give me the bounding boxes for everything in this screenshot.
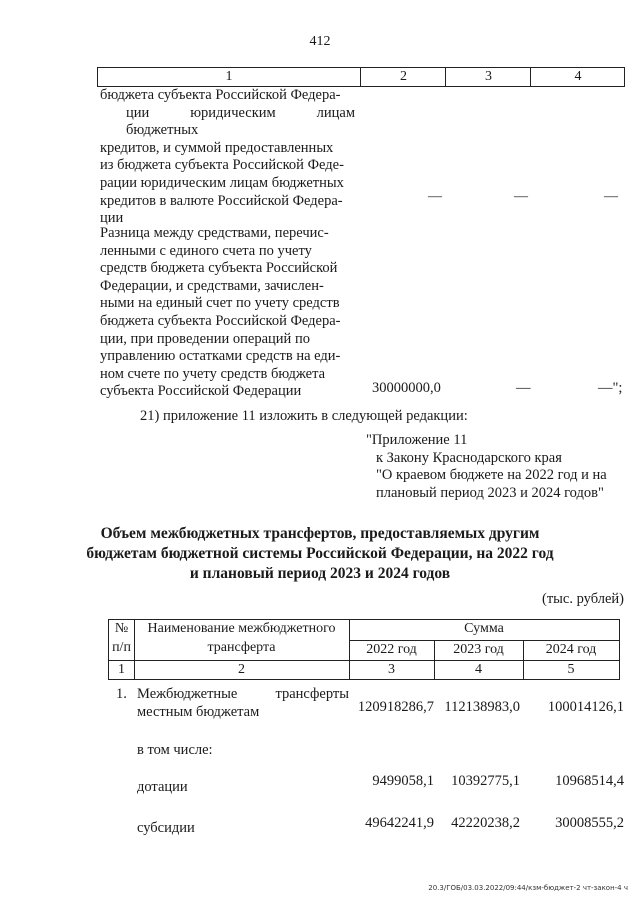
col-number-label: № [114,621,129,636]
value-2023: 112138983,0 [444,699,520,715]
header-col-2: 2 [360,68,446,86]
text-line: бюджета субъекта Российской Федера- [100,312,341,329]
header-col-3: 3 [445,68,531,86]
appendix-line: плановый период 2023 и 2024 годов" [376,484,604,501]
value-2022: 49642241,9 [365,815,434,831]
text-line: субъекта Российской Федерации [100,383,302,400]
title-line: и плановый период 2023 и 2024 годов [189,565,451,582]
col-index: 5 [567,662,575,677]
text-line: Федерации, и средствами, зачислен- [100,277,324,294]
unit-label: (тыс. рублей) [542,591,624,607]
col-index: 2 [238,662,245,677]
text-line: управлению остатками средств на еди- [100,348,341,365]
header-col-1: 1 [225,69,233,84]
dash-value: — [428,189,442,204]
row-name: в том числе: [137,742,213,758]
row-name: Межбюджетные трансферты [137,686,349,702]
title-line: Объем межбюджетных трансфертов, предоставляемых другим [100,525,540,542]
value-2024: 30008555,2 [555,815,624,831]
text-line: ции [100,210,124,227]
text-line: средств бюджета субъекта Российской [100,260,338,277]
amount-value: 30000000,0 [372,380,441,396]
col-sum-label: Сумма [464,621,504,636]
text-line: кредитов, и суммой предоставленных [100,139,334,156]
col-index: 4 [475,662,482,677]
dash-value: — [514,189,528,204]
text-line: рации юридическим лицам бюджетных [100,174,344,191]
dash-value: —"; [598,380,623,396]
continued-table-header [97,67,625,87]
value-2023: 42220238,2 [451,815,520,831]
text-line: ном счете по учету средств бюджета [100,365,326,382]
value-2024: 10968514,4 [555,773,624,789]
dash-value: — [604,189,618,204]
col-number-label: п/п [112,640,131,655]
col-name-label: Наименование межбюджетного [147,621,336,636]
text-line: ции, при проведении операций по [100,330,310,347]
col-name-label: трансферта [207,640,276,655]
amendment-item: 21) приложение 11 изложить в следующей редакции: [140,408,468,424]
col-index: 1 [118,662,125,677]
page-number: 412 [309,34,331,49]
col-index: 3 [388,662,395,677]
row-description-2 [100,225,355,401]
row-name: местным бюджетам [137,704,260,720]
appendix-line: "Приложение 11 [366,432,468,448]
text-line: ными на единый счет по учету средств [100,295,340,312]
year-label: 2024 год [545,642,597,657]
title-line: бюджетам бюджетной системы Российской Федерации, на 2022 год [86,545,554,562]
row-number: 1. [116,686,127,702]
dash-value: — [516,380,531,396]
footer-file-path: 20.3/ГОБ/03.03.2022/09:44/кзм-бюджет-2 чт-закон-4 ч [428,884,628,892]
value-2022: 9499058,1 [372,773,434,789]
header-col-4: 4 [530,68,625,86]
document-title [0,524,640,584]
row-name: дотации [137,779,188,795]
row-name: субсидии [137,820,195,836]
row-description-1 [100,87,355,228]
appendix-line: "О краевом бюджете на 2022 год и на [376,467,607,483]
value-2024: 100014126,1 [547,699,624,715]
text-line: кредитов в валюте Российской Федера- [100,192,343,209]
value-2023: 10392775,1 [451,773,520,789]
text-line: ции юридическим лицам бюджетных [126,104,355,139]
year-label: 2023 год [453,642,504,657]
transfers-table-header [108,619,620,680]
text-line: из бюджета субъекта Российской Феде- [100,157,344,174]
appendix-heading [366,432,607,502]
year-label: 2022 год [366,642,417,657]
appendix-line: к Закону Краснодарского края [376,449,562,466]
text-line: Разница между средствами, перечис- [100,225,329,241]
text-line: бюджета субъекта Российской Федера- [100,87,341,103]
value-2022: 120918286,7 [357,699,434,715]
text-line: ленными с единого счета по учету [100,242,312,259]
